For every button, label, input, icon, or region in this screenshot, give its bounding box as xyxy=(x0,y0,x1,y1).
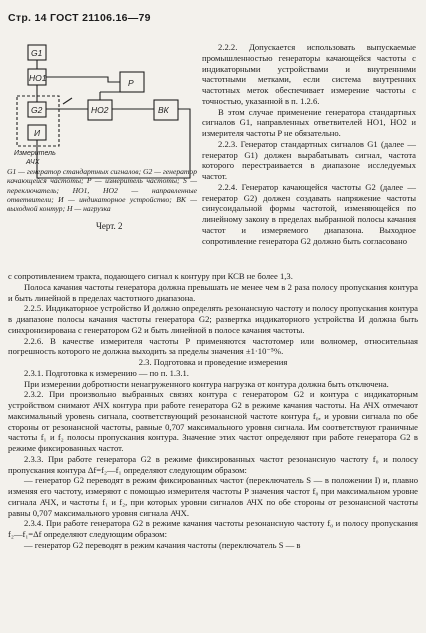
para-2-3-2: 2.3.2. При произвольно выбранных связях контура с генератором G2 и контура с индикаторным устройством снимают АЧХ контура при работе генератора G2 в режиме качания частоты. На АЧХ отмечают максимальный уровень сигнала, соответствующий резонансной частоте контура f₀, и уровни сигнала по обе стороны от резонансной частоты, равные 0,707 максимального уровня сигнала. Им соответствуют граничные частоты f₁ и f₂ полосы пропускания контура. Значение этих частот определяют при работе генератора G2 в режиме фиксированных частот. xyxy=(8,389,418,453)
indicator-label: И xyxy=(34,128,41,138)
para-2-2-2: 2.2.2. Допускается использовать выпускаемые промышленностью генераторы качающейся частоты с индикаторными устройствами и внутренними частотными метками, если система внутренних частотных меток обеспечивает измерение частоты с точностью, указанной в п. 1.2.6. xyxy=(202,42,416,106)
para-2-2-6: 2.2.6. В качестве измерителя частоты P применяются частотомер или волномер, относительная погрешность которого не должна выходить за пределы значения ±1·10⁻⁵%. xyxy=(8,335,418,357)
figure-label: Черт. 2 xyxy=(96,221,123,231)
page-header: Стр. 14 ГОСТ 21106.16—79 xyxy=(8,12,151,24)
ho2-label: HO2 xyxy=(91,105,109,115)
vk-label: ВК xyxy=(158,105,169,115)
meter-outline xyxy=(17,96,59,146)
para-2-3-4: 2.3.4. При работе генератора G2 в режиме качания частоты резонансную частоту f₀ и полосу пропускания f₂—f₁=Δf определяют следующим образом: xyxy=(8,518,418,539)
section-2-3-heading: 2.3. Подготовка и проведение измерения xyxy=(138,357,288,367)
para-2-3-1: 2.3.1. Подготовка к измерению — по п. 1.3.1. xyxy=(24,367,189,378)
para-unloaded: При измерении добротности ненагруженного контура нагрузка от контура должна быть отключена. xyxy=(24,378,389,389)
para-2-2-3: 2.2.3. Генератор стандартных сигналов G1 (далее — генератор G1) должен вырабатывать сигнал, частота которого перестраивается в диапазоне исследуемых частот. xyxy=(202,138,416,181)
para-fixed-mode: — генератор G2 переводят в режим фиксированных частот (переключатель S — в положении I) и, плавно изменяя его частоту, измеряют с помощью измерителя частоты P значения частот f₀ при максимальном уровне сигнала АЧХ, и частоты f₁ и f₂, при которых уровни сигналов АЧХ по обе стороны от резонансной частоты равны 0,707 максимального уровня сигнала АЧХ. xyxy=(8,475,418,518)
para-2-3-3: 2.3.3. При работе генератора G2 в режиме фиксированных частот резонансную частоту f₀ и полосу пропускания контура Δf=f₂—f₁ определяют следующим образом: xyxy=(8,453,418,475)
para-note: В этом случае применение генератора стандартных сигналов G1, направленных ответвителей HO1, HO2 и измерителя частоты P не обязательно. xyxy=(202,106,416,138)
right-column xyxy=(202,42,416,246)
para-cont: с сопротивлением тракта, подающего сигнал к контуру при КСВ не более 1,3. xyxy=(8,271,293,281)
g1-label: G1 xyxy=(31,48,43,58)
para-2-2-5: 2.2.5. Индикаторное устройство И должно определять резонансную частоту и полосу пропускания контура в диапазоне полосы качания частоты генератора G2; развертка индикаторного устройства И должна быть синхронизирована с генератором G2 и быть линейной в полосе качания частоты. xyxy=(8,303,418,335)
g2-label: G2 xyxy=(31,105,43,115)
para-sweep-mode: — генератор G2 переводят в режим качания частоты (переключатель S — в xyxy=(24,539,301,550)
p-label: P xyxy=(128,78,134,88)
ho1-label: HO1 xyxy=(29,73,47,83)
meter-label-line1: Измеритель xyxy=(14,150,56,157)
para-sweep: Полоса качания частоты генератора должна превышать не менее чем в 2 раза полосу пропускания контура и быть линейной в пределах частотного диапазона. xyxy=(8,281,418,303)
para-2-2-4: 2.2.4. Генератор качающейся частоты G2 (далее — генератор G2) должен создавать напряжение частоты синусоидальной формы частотой, изменяющейся по линейному закону в пределах выбранной полосы качания частот и измеряемого диапазона. Выходное сопротивление генератора G2 должно быть согласовано xyxy=(202,181,416,246)
meter-label-line2: АЧХ xyxy=(26,159,40,166)
figure-caption: G1 — генератор стандартных сигналов; G2 — генератор качающейся частоты; P — измеритель частоты; S — переключатель; HO1, HO2 — направленные ответвители; И — индикаторное устройство; ВК — выходной контур; H — нагрузка xyxy=(7,167,197,214)
full-width-text xyxy=(8,271,418,551)
